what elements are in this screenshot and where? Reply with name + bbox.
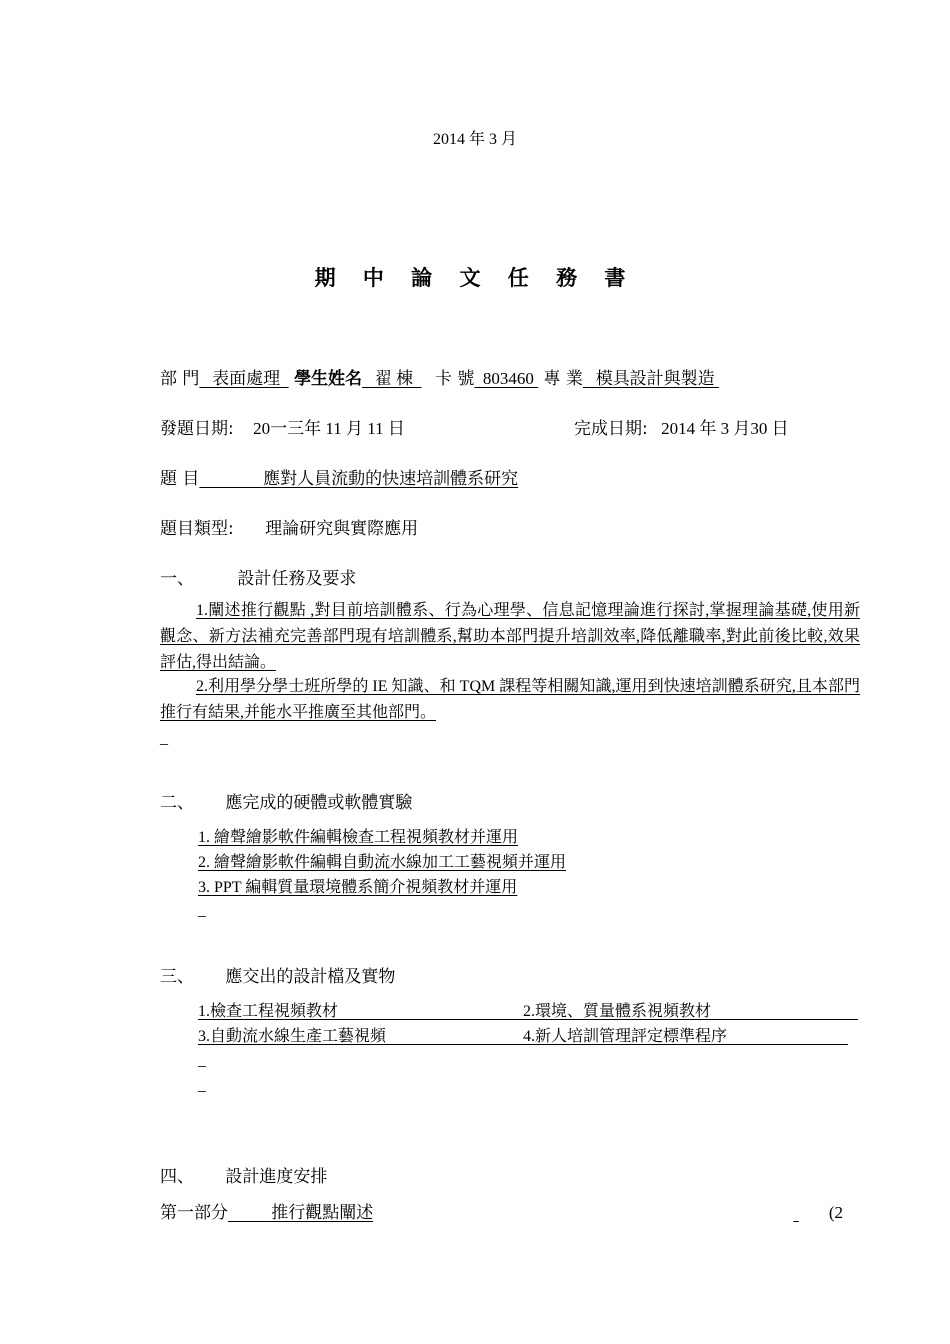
section-1-dash: _: [160, 730, 168, 747]
section-3-dash: _: [198, 1077, 206, 1094]
card-value: 803460: [482, 369, 534, 388]
section-3-item: 2.環境、質量體系視頻教材: [523, 1003, 712, 1020]
major-label: 專 業: [543, 369, 583, 389]
name-value: 翟 棟: [374, 369, 414, 388]
part-blank: [793, 1203, 823, 1223]
section-2-title: 應完成的硬體或軟體實驗: [225, 793, 413, 813]
dept-label: 部 門: [160, 369, 200, 389]
section-3-item: 4.新人培訓管理評定標準程序: [523, 1028, 728, 1045]
info-row: [160, 364, 719, 389]
section-3-row-1: [198, 998, 858, 1020]
done-date: 2014 年 3 月30 日: [661, 419, 789, 438]
section-3-title: 應交出的設計檔及實物: [225, 967, 396, 987]
section-2-item: 2. 繪聲繪影軟件編輯自動流水線加工工藝視頻并運用: [198, 854, 567, 871]
section-4-number: 四、: [160, 1167, 194, 1187]
part-value: 推行觀點闡述: [271, 1203, 374, 1223]
section-3-item: 3.自動流水線生產工藝視頻: [198, 1028, 387, 1045]
dept-value: 表面處理: [212, 369, 281, 388]
major-value: 模具設計與製造: [595, 369, 715, 388]
issue-label: 發題日期:: [160, 419, 234, 439]
issue-date: 20一三年 11 月 11 日: [253, 419, 405, 438]
card-label: 卡 號: [434, 369, 475, 389]
name-label: 學生姓名: [294, 369, 363, 389]
section-1-title: 設計任務及要求: [237, 569, 357, 589]
section-2-dash: _: [198, 902, 206, 919]
section-3-heading: [160, 962, 395, 987]
section-1-heading: [160, 564, 356, 589]
section-3-number: 三、: [160, 967, 194, 987]
section-4-title: 設計進度安排: [225, 1167, 328, 1187]
topic-value: 應對人員流動的快速培訓體系研究: [263, 469, 519, 488]
section-3-item: 1.檢查工程視頻教材: [198, 1003, 339, 1020]
page-title: 期 中 論 文 任 務 書: [314, 266, 636, 290]
section-2-number: 二、: [160, 793, 194, 813]
topic-row: [160, 464, 518, 489]
part-duration: (2: [828, 1203, 843, 1222]
section-1-paragraph-1: 1.闡述推行觀點 ,對目前培訓體系、行為心理學、信息記憶理論進行探討,掌握理論基礎,使用新觀念、新方法補充完善部門現有培訓體系,幫助本部門提升培訓效率,降低離職率,對此前後比較,效果評估,得出結論。: [160, 602, 860, 671]
section-2-heading: [160, 788, 412, 813]
section-3-row-2: [198, 1023, 848, 1045]
section-2-item: 3. PPT 編輯質量環境體系簡介視頻教材并運用: [198, 879, 518, 896]
topic-label: 題 目: [160, 469, 200, 489]
type-value-bold: 理論研究: [265, 519, 334, 539]
done-date-row: [574, 414, 789, 439]
schedule-part-1: [160, 1198, 843, 1223]
section-1-paragraph-2: 2.利用學分學士班所學的 IE 知識、和 TQM 課程等相關知識,運用到快速培訓體系研究,且本部門推行有結果,并能水平推廣至其他部門。: [160, 678, 860, 721]
part-label: 第一部分: [160, 1203, 228, 1223]
type-label: 題目類型:: [160, 519, 234, 539]
document-date: 2014 年 3 月: [432, 131, 517, 148]
done-label: 完成日期:: [574, 419, 648, 439]
type-value-rest: 與實際應用: [333, 519, 419, 538]
section-3-dash: _: [198, 1052, 206, 1069]
section-2-item: 1. 繪聲繪影軟件編輯檢查工程視頻教材并運用: [198, 829, 519, 846]
type-row: [160, 514, 418, 539]
section-1-number: 一、: [160, 569, 194, 589]
section-4-heading: [160, 1162, 327, 1187]
issue-date-row: [160, 414, 405, 439]
